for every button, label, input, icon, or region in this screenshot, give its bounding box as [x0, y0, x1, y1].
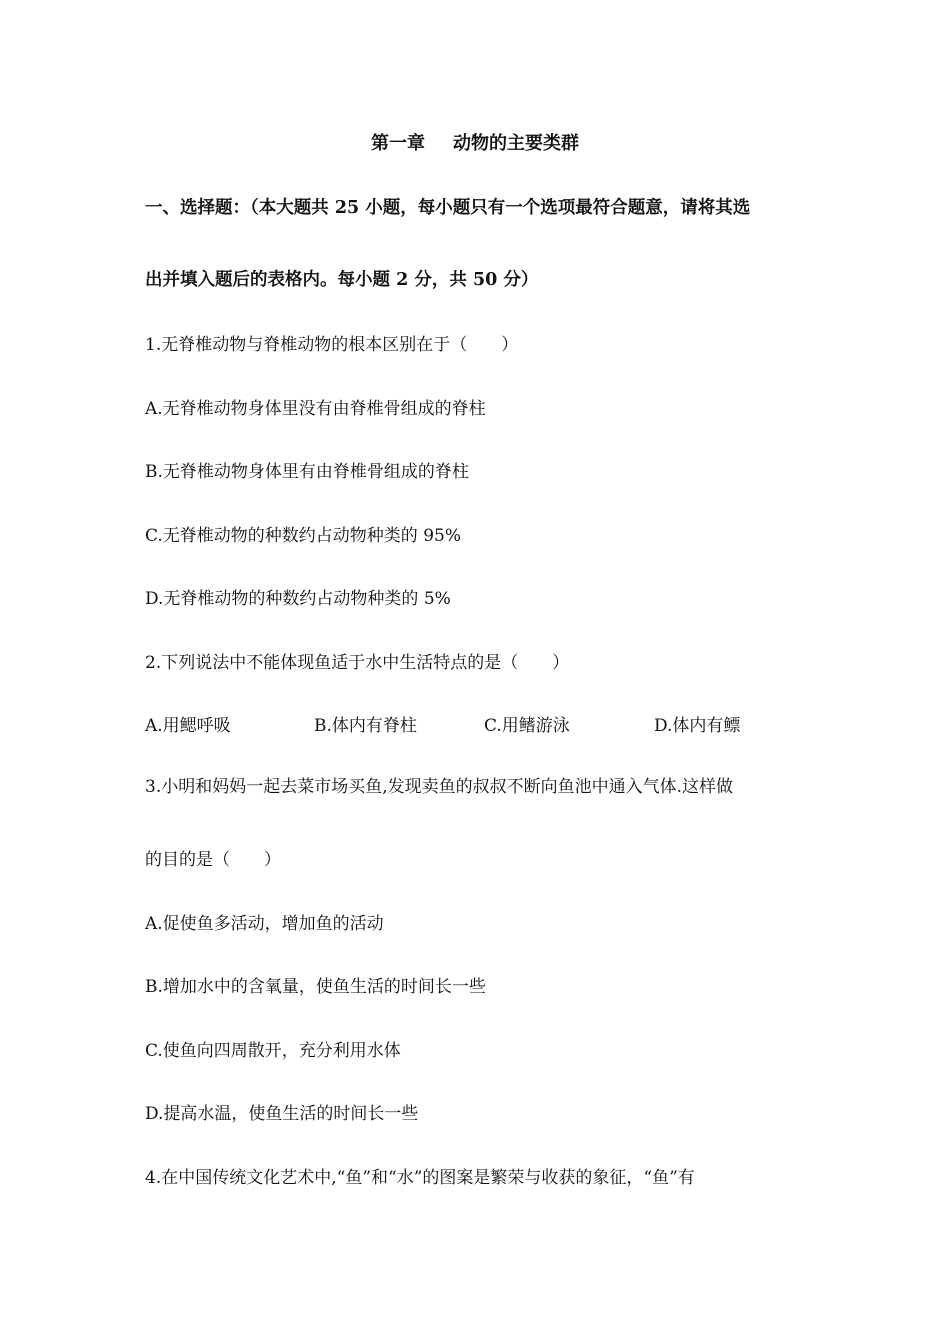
- question-3-option-d: D.提高水温，使鱼生活的时间长一些: [145, 1104, 419, 1124]
- question-3-stem-line2: 的目的是（ ）: [145, 850, 281, 870]
- chapter-title: [0, 131, 950, 157]
- section-heading-line2: 出并填入题后的表格内。每小题 2 分，共 50 分）: [145, 270, 539, 290]
- question-2-option-c: C.用鳍游泳: [484, 716, 570, 736]
- question-1-option-c: C.无脊椎动物的种数约占动物种类的 95%: [145, 526, 461, 546]
- question-3-option-a: A.促使鱼多活动，增加鱼的活动: [145, 914, 384, 934]
- section-heading-line1: 一、选择题：（本大题共 25 小题，每小题只有一个选项最符合题意，请将其选: [145, 198, 751, 218]
- question-1-option-d: D.无脊椎动物的种数约占动物种类的 5%: [145, 589, 451, 609]
- question-1-option-a: A.无脊椎动物身体里没有由脊椎骨组成的脊柱: [145, 399, 486, 419]
- question-1-option-b: B.无脊椎动物身体里有由脊椎骨组成的脊柱: [145, 462, 469, 482]
- question-2-option-a: A.用鳃呼吸: [145, 716, 231, 736]
- question-3-stem-line1: 3.小明和妈妈一起去菜市场买鱼,发现卖鱼的叔叔不断向鱼池中通入气体.这样做: [145, 777, 734, 797]
- question-4-stem-line1: 4.在中国传统文化艺术中,“鱼”和“水”的图案是繁荣与收获的象征，“鱼”有: [145, 1168, 695, 1188]
- question-2-option-b: B.体内有脊柱: [314, 716, 417, 736]
- question-3-option-c: C.使鱼向四周散开，充分利用水体: [145, 1041, 401, 1061]
- question-3-option-b: B.增加水中的含氧量，使鱼生活的时间长一些: [145, 977, 486, 997]
- question-2-option-d: D.体内有鳔: [654, 716, 741, 736]
- question-1-stem: 1.无脊椎动物与脊椎动物的根本区别在于（ ）: [145, 335, 519, 355]
- question-2-stem: 2.下列说法中不能体现鱼适于水中生活特点的是（ ）: [145, 653, 570, 673]
- chapter-number: 第一章: [371, 133, 425, 154]
- chapter-topic: 动物的主要类群: [453, 133, 579, 154]
